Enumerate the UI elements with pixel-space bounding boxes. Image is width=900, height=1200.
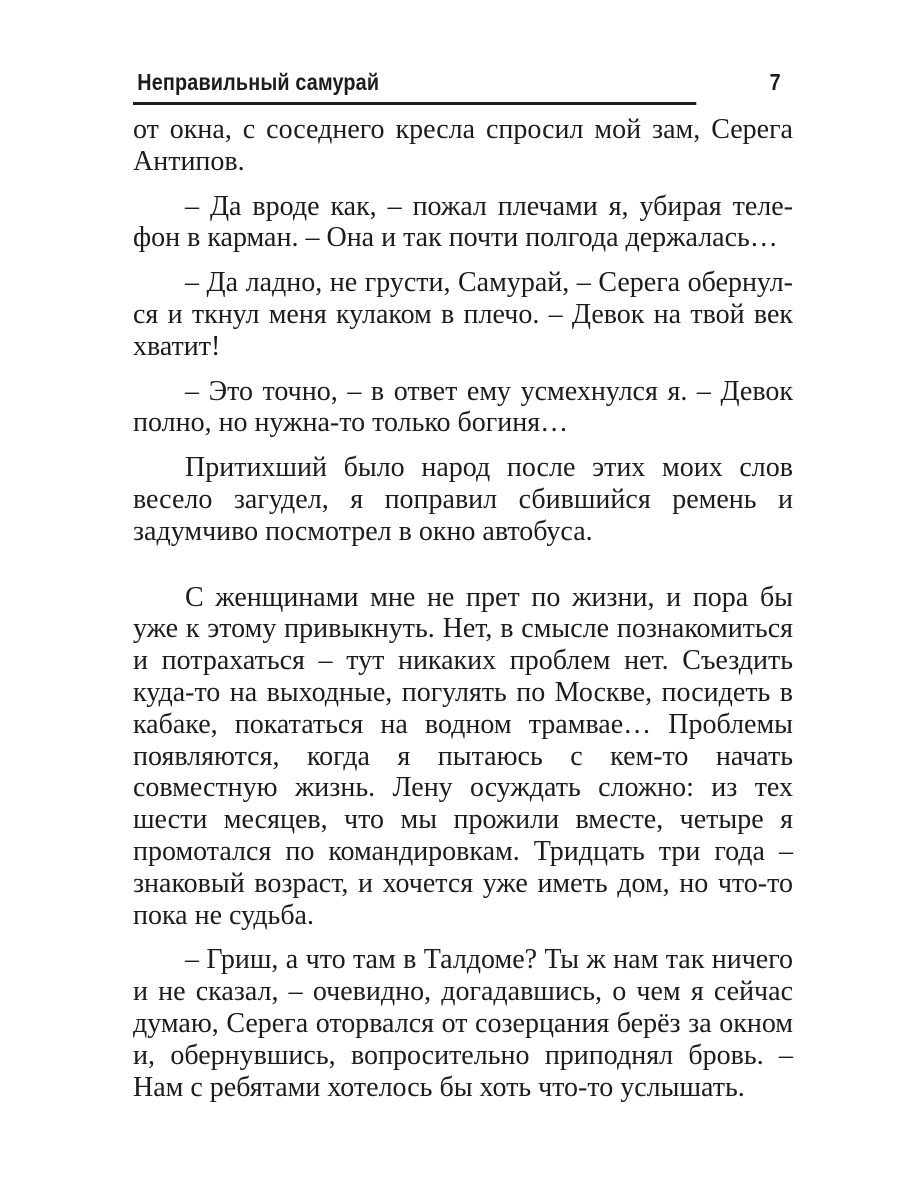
paragraph: – Да ладно, не грусти, Самурай, – Серега обернулся и ткнул меня кулаком в плечо. – Девок на твой век хватит! (133, 267, 793, 362)
running-header (133, 66, 781, 105)
paragraph: С женщинами мне не прет по жизни, и пора бы уже к этому привыкнуть. Нет, в смысле познакомиться и потрахаться – тут никаких проблем нет. Съездить куда-то на выходные, погулять по Москве, посидеть в кабаке, покататься на водном трамвае… Проблемы появляются, когда я пытаюсь с кем-то начать совместную жизнь. Лену осуждать сложно: из тех шести месяцев, что мы прожили вместе, четыре я промотался по командировкам. Тридцать три года – знаковый возраст, и хочется уже иметь дом, но что-то пока не судьба. (133, 581, 793, 931)
paragraph: от окна, с соседнего кресла спросил мой зам, Серега Антипов. (133, 114, 793, 177)
paragraph: – Да вроде как, – пожал плечами я, убирая телефон в карман. – Она и так почти полгода держалась… (133, 190, 793, 254)
paragraph: Притихший было народ после этих моих слов весело загудел, я поправил сбившийся ремень и задумчиво посмотрел в окно автобуса. (133, 452, 793, 547)
body-text (133, 114, 793, 1116)
paragraph: – Гриш, а что там в Талдоме? Ты ж нам так ничего и не сказал, – очевидно, догадавшись, о чем я сейчас думаю, Серега оторвался от созерцания берёз за окном и, обернувшись, вопросительно приподнял бровь. – Нам с ребятами хотелось бы хоть что-то услышать. (133, 944, 793, 1103)
paragraph: – Это точно, – в ответ ему усмехнулся я. – Девок полно, но нужна-то только богиня… (133, 375, 793, 439)
page-number: 7 (769, 69, 781, 95)
book-title: Неправильный самурай (137, 69, 380, 95)
